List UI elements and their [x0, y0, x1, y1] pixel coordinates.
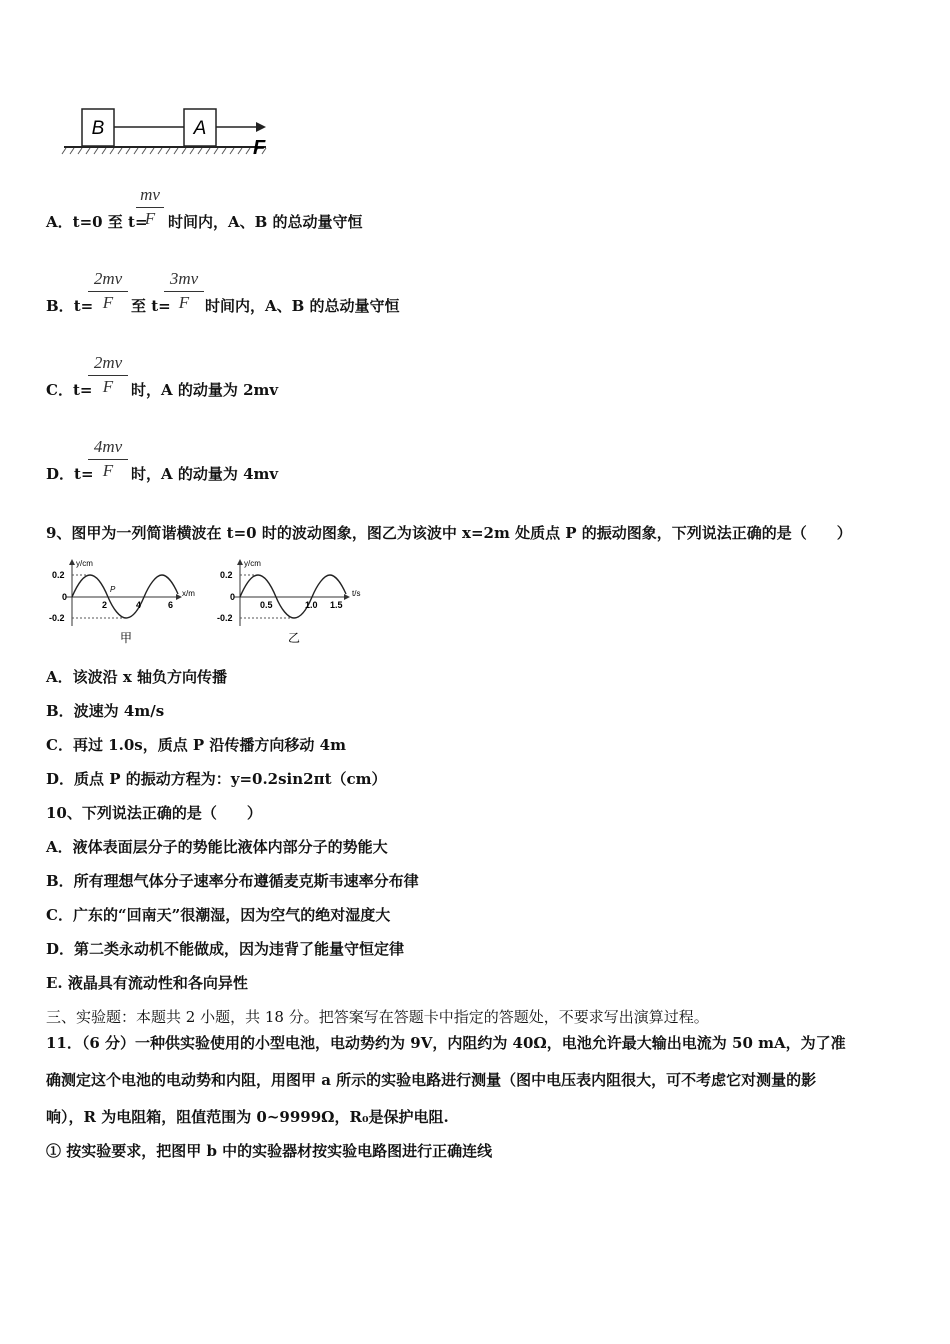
yi-ylabel: y/cm	[244, 559, 261, 568]
yi-caption: 乙	[288, 631, 301, 645]
q8-d-rest: 时，A 的动量为 4mv	[131, 465, 279, 483]
force-arrowhead	[256, 122, 266, 132]
q8-d-frac-den: F	[102, 461, 114, 480]
wave-graph-yi	[212, 556, 382, 648]
q10-option-a: A．液体表面层分子的势能比液体内部分子的势能大	[46, 838, 388, 856]
yi-origin: 0	[230, 592, 236, 602]
q8-b-rest: 时间内，A、B 的总动量守恒	[205, 297, 400, 315]
jia-origin: 0	[62, 592, 68, 602]
q8-option-d	[46, 463, 94, 484]
yi-ytop: 0.2	[220, 570, 233, 580]
q8-d-t: t=	[74, 465, 94, 483]
jia-ylabel: y/cm	[76, 559, 93, 568]
q8-b-t: t=	[73, 297, 94, 315]
jia-xlabel: x/m	[182, 589, 195, 598]
force-label: F	[253, 137, 266, 159]
q8-option-b	[46, 295, 93, 316]
q8-d-frac-num: 4mv	[93, 437, 123, 456]
q10-option-e: E. 液晶具有流动性和各向异性	[46, 974, 248, 992]
yi-tick-10: 1.0	[305, 600, 318, 610]
block-b-label: B	[91, 118, 105, 139]
q11-line-2: 确测定这个电池的电动势和内阻，用图甲 a 所示的实验电路进行测量（图中电压表内阻很大，可不考虑它对测量的影	[46, 1071, 817, 1089]
q8-c-frac-num: 2mv	[93, 353, 123, 372]
q8-b-frac2-num: 3mv	[169, 269, 199, 288]
q8-a-t: t=0 至 t=	[72, 213, 148, 231]
jia-point-p: P	[110, 585, 116, 594]
section-heading-experiment: 三、实验题：本题共 2 小题，共 18 分。把答案写在答题卡中指定的答题处，不要求写出演算过程。	[46, 1008, 709, 1026]
q11-line-3: 响），R 为电阻箱，阻值范围为 0~9999Ω，R₀是保护电阻.	[46, 1108, 449, 1126]
q8-c-frac-den: F	[102, 377, 114, 396]
q10-option-c: C．广东的“回南天”很潮湿，因为空气的绝对湿度大	[46, 906, 391, 924]
q8-d-letter: D．	[46, 465, 75, 483]
q8-c-letter: C．	[46, 381, 73, 399]
q8-b-frac1-num: 2mv	[93, 269, 123, 288]
jia-ybot: -0.2	[49, 613, 65, 623]
wave-graph-jia	[44, 556, 214, 648]
jia-tick-2: 2	[102, 600, 108, 610]
q8-c-rest: 时，A 的动量为 2mv	[131, 381, 279, 399]
q8-a-rest: 时间内，A、B 的总动量守恒	[168, 213, 363, 231]
q11-line-1: 11．（6 分）一种供实验使用的小型电池，电动势约为 9V，内阻约为 40Ω，电池允许最大输出电流为 50 mA，为了准	[46, 1034, 846, 1052]
q8-c-t: t=	[72, 381, 93, 399]
q8-b-fraction-1	[88, 269, 128, 313]
q8-a-fraction	[136, 185, 164, 229]
yi-ybot: -0.2	[217, 613, 233, 623]
q9-option-a: A．该波沿 x 轴负方向传播	[46, 668, 228, 686]
jia-tick-4: 4	[136, 600, 142, 610]
q10-stem: 10、下列说法正确的是（ ）	[46, 804, 262, 822]
q10-option-b: B．所有理想气体分子速率分布遵循麦克斯韦速率分布律	[46, 872, 419, 890]
q8-a-frac-num: mv	[140, 185, 160, 204]
jia-ytop: 0.2	[52, 570, 65, 580]
jia-caption: 甲	[120, 631, 133, 645]
q9-option-d: D．质点 P 的振动方程为：y=0.2sin2πt（cm）	[46, 770, 387, 788]
q8-b-letter: B．	[46, 297, 74, 315]
q8-option-c	[46, 379, 92, 400]
yi-xlabel: t/s	[352, 589, 361, 598]
q8-b-mid: 至 t=	[131, 297, 171, 315]
yi-tick-05: 0.5	[260, 600, 273, 610]
q8-a-letter: A．	[46, 213, 73, 231]
q9-stem: 9、图甲为一列简谐横波在 t=0 时的波动图象，图乙为该波中 x=2m 处质点 P 的振动图象，下列说法正确的是（ ）	[46, 524, 852, 542]
blocks-figure	[60, 100, 280, 160]
q8-option-a	[46, 211, 148, 232]
q9-option-c: C．再过 1.0s，质点 P 沿传播方向移动 4m	[46, 736, 346, 754]
q8-b-frac1-den: F	[102, 293, 114, 312]
q9-option-b: B．波速为 4m/s	[46, 702, 165, 720]
q8-b-frac2-den: F	[178, 293, 190, 312]
q11-item-1: ① 按实验要求，把图甲 b 中的实验器材按实验电路图进行正确连线	[46, 1142, 493, 1160]
yi-tick-15: 1.5	[330, 600, 343, 610]
q10-option-d: D．第二类永动机不能做成，因为违背了能量守恒定律	[46, 940, 405, 958]
q8-a-frac-den: F	[144, 209, 156, 228]
jia-tick-6: 6	[168, 600, 174, 610]
q8-d-fraction	[88, 437, 128, 481]
q8-b-fraction-2	[164, 269, 204, 313]
block-a-label: A	[193, 118, 207, 139]
q8-c-fraction	[88, 353, 128, 397]
